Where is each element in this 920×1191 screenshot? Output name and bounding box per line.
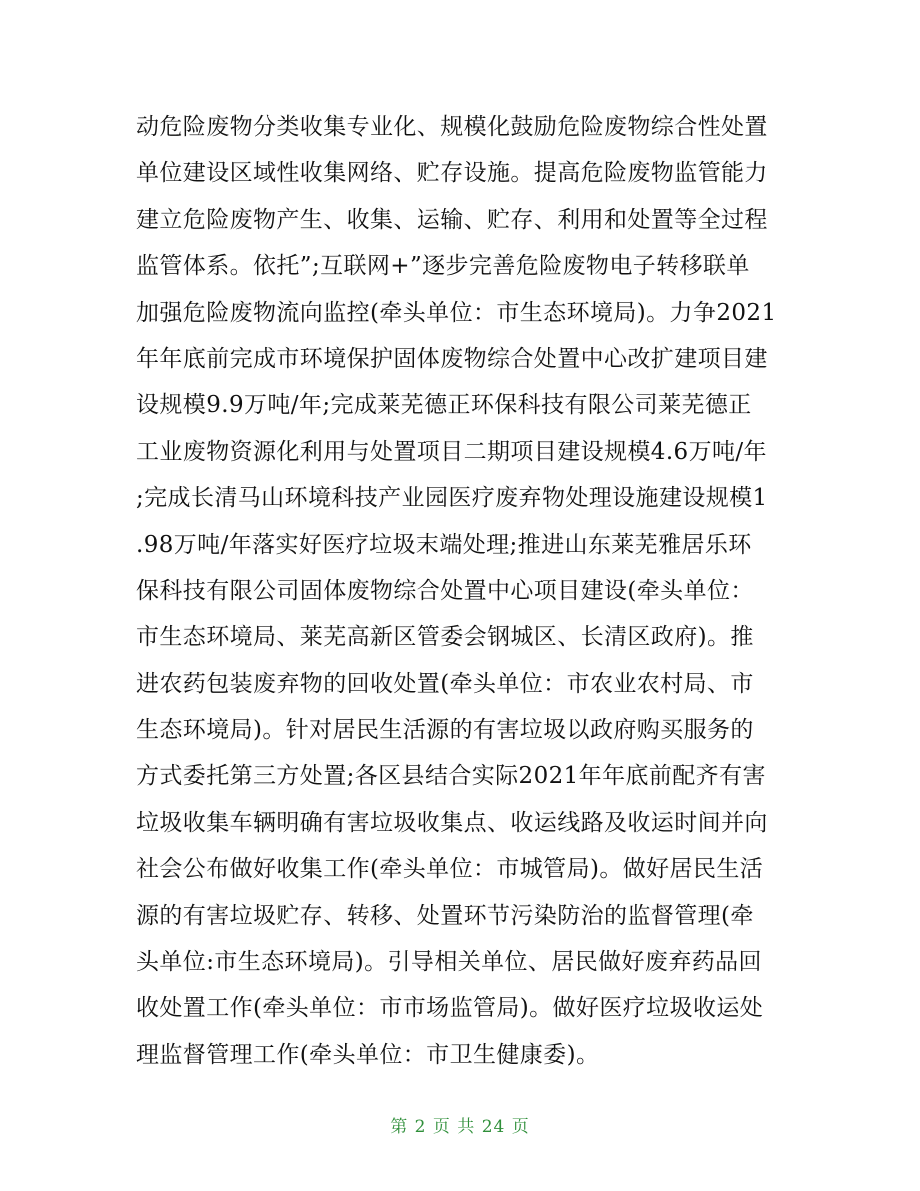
- text-line: 市生态环境局、莱芜高新区管委会钢城区、长清区政府)。推: [136, 624, 754, 651]
- text-line: 社会公布做好收集工作(牵头单位：市城管局)。做好居民生活: [136, 856, 764, 883]
- text-line: 理监督管理工作(牵头单位：市卫生健康委)。: [136, 1041, 600, 1068]
- text-line: 垃圾收集车辆明确有害垃圾收集点、收运线路及收运时间并向: [136, 809, 768, 836]
- text-line: ;完成长清马山环境科技产业园医疗废弃物处理设施建设规模1: [136, 485, 768, 512]
- text-line: 加强危险废物流向监控(牵头单位：市生态环境局)。力争2021: [136, 299, 777, 326]
- text-line: 工业废物资源化利用与处置项目二期项目建设规模4.6万吨/年: [136, 438, 767, 465]
- page-number-footer: 第 2 页 共 24 页: [390, 1117, 530, 1137]
- text-line: 生态环境局)。针对居民生活源的有害垃圾以政府购买服务的: [136, 717, 754, 744]
- text-line: 单位建设区域性收集网络、贮存设施。提高危险废物监管能力: [136, 160, 768, 187]
- text-line: 头单位:市生态环境局)。引导相关单位、居民做好废弃药品回: [136, 949, 762, 976]
- text-line: 建立危险废物产生、收集、运输、贮存、利用和处置等全过程: [136, 206, 768, 233]
- text-line: 收处置工作(牵头单位：市市场监管局)。做好医疗垃圾收运处: [136, 995, 764, 1022]
- text-line: 动危险废物分类收集专业化、规模化鼓励危险废物综合性处置: [136, 114, 768, 140]
- text-line: 保科技有限公司固体废物综合处置中心项目建设(牵头单位：: [136, 577, 754, 604]
- text-line: 设规模9.9万吨/年;完成莱芜德正环保科技有限公司莱芜德正: [136, 392, 752, 419]
- text-line: .98万吨/年落实好医疗垃圾末端处理;推进山东莱芜雅居乐环: [136, 531, 752, 558]
- body-text: [136, 104, 796, 1078]
- text-line: 监管体系。依托”;互联网+”逐步完善危险废物电子转移联单: [136, 253, 750, 280]
- text-line: 源的有害垃圾贮存、转移、处置环节污染防治的监督管理(牵: [136, 902, 754, 929]
- text-line: 方式委托第三方处置;各区县结合实际2021年年底前配齐有害: [136, 763, 766, 790]
- text-line: 进农药包装废弃物的回收处置(牵头单位：市农业农村局、市: [136, 670, 754, 697]
- text-line: 年年底前完成市环境保护固体废物综合处置中心改扩建项目建: [136, 345, 768, 372]
